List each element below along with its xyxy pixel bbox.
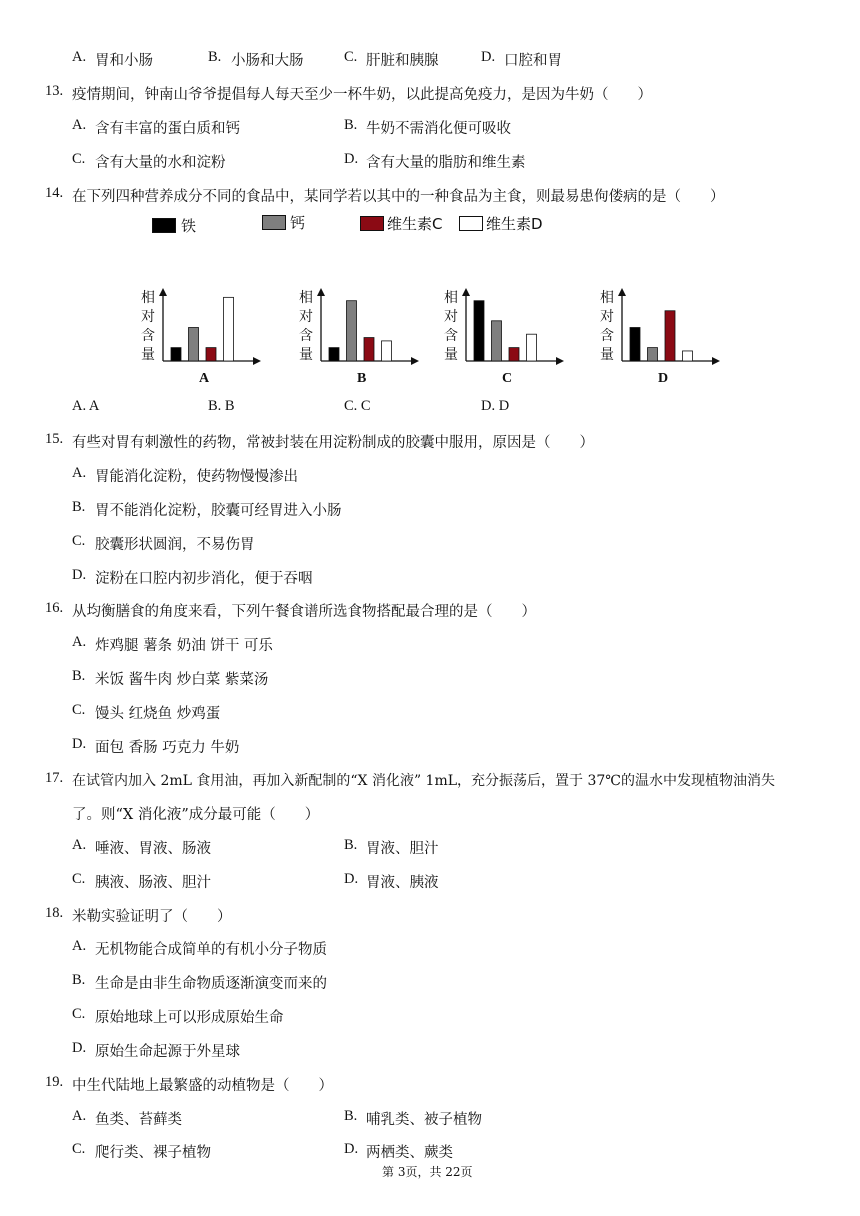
legend-label-iron: 铁 — [181, 217, 197, 235]
q18-option-a-label: A. — [72, 938, 87, 954]
q13-option-c-text: 含有大量的水和淀粉 — [95, 155, 226, 171]
q19-option-b-text: 哺乳类、被子植物 — [366, 1112, 482, 1128]
q15-option-a-text: 胃能消化淀粉，使药物慢慢渗出 — [95, 469, 298, 485]
q12-option-c-label: C. — [344, 49, 358, 65]
q13-number: 13. — [45, 83, 64, 99]
q15-option-d-text: 淀粉在口腔内初步消化，便于吞咽 — [95, 571, 313, 587]
x-axis-arrow — [712, 357, 720, 365]
bar-a-4 — [224, 297, 234, 361]
y-axis-label-char: 含 — [444, 328, 458, 344]
q15-option-b-label: B. — [72, 499, 86, 515]
q19-option-c-label: C. — [72, 1141, 86, 1157]
q15-stem: 有些对胃有刺激性的药物，常被封装在用淀粉制成的胶囊中服用，原因是（ ） — [72, 435, 594, 451]
q12-option-b-text: 小肠和大肠 — [231, 53, 304, 69]
bar-a-3 — [206, 348, 216, 361]
q13-option-a-text: 含有丰富的蛋白质和钙 — [95, 121, 240, 137]
q12-option-b-label: B. — [208, 49, 222, 65]
y-axis-arrow — [159, 288, 167, 296]
legend-swatch-iron — [152, 218, 176, 233]
y-axis-label-char: 对 — [600, 309, 614, 325]
q16-number: 16. — [45, 600, 64, 616]
legend-label-vitamin-d: 维生素D — [486, 215, 543, 233]
q13-option-a-label: A. — [72, 117, 87, 133]
bar-c-3 — [509, 348, 519, 361]
q15-option-c-label: C. — [72, 533, 86, 549]
q15-option-d-label: D. — [72, 567, 87, 583]
q17-stem-line1: 在试管内加入 2mL 食用油，再加入新配制的“X 消化液” 1mL，充分振荡后，置于 37℃的温水中发现植物油消失 — [72, 773, 775, 789]
chart-c — [440, 286, 570, 386]
q12-option-a-label: A. — [72, 49, 87, 65]
q17-option-d-text: 胃液、胰液 — [366, 875, 439, 891]
q18-option-c-label: C. — [72, 1006, 86, 1022]
q17-option-b-label: B. — [344, 837, 358, 853]
q16-option-c-label: C. — [72, 702, 86, 718]
y-axis-arrow — [462, 288, 470, 296]
y-axis-label-char: 相 — [141, 290, 155, 306]
q17-option-b-text: 胃液、胆汁 — [366, 841, 439, 857]
y-axis-label-char: 对 — [299, 309, 313, 325]
chart-a — [137, 286, 267, 386]
q15-option-a-label: A. — [72, 465, 87, 481]
q18-option-d-label: D. — [72, 1040, 87, 1056]
q17-option-c-text: 胰液、肠液、胆汁 — [95, 875, 211, 891]
y-axis-label-char: 含 — [600, 328, 614, 344]
q17-option-a-text: 唾液、胃液、肠液 — [95, 841, 211, 857]
q19-option-a-label: A. — [72, 1108, 87, 1124]
x-axis-arrow — [556, 357, 564, 365]
q14-stem: 在下列四种营养成分不同的食品中，某同学若以其中的一种食品为主食，则最易患佝偻病的是（ ） — [72, 189, 725, 205]
q17-number: 17. — [45, 770, 64, 786]
q19-number: 19. — [45, 1074, 64, 1090]
q16-option-c-text: 馒头 红烧鱼 炒鸡蛋 — [95, 706, 221, 722]
q16-option-b-label: B. — [72, 668, 86, 684]
y-axis-label-char: 相 — [444, 290, 458, 306]
legend-label-calcium: 钙 — [290, 214, 306, 232]
legend-label-vitamin-c: 维生素C — [387, 215, 443, 233]
q12-option-d-label: D. — [481, 49, 496, 65]
bar-b-3 — [364, 338, 374, 361]
bar-a-2 — [189, 328, 199, 362]
q14-option-c: C. C — [344, 398, 371, 414]
bar-d-4 — [683, 351, 693, 361]
q13-option-b-text: 牛奶不需消化便可吸收 — [366, 121, 511, 137]
chart-caption: D — [658, 371, 669, 386]
q18-option-b-text: 生命是由非生命物质逐渐演变而来的 — [95, 976, 327, 992]
q13-option-b-label: B. — [344, 117, 358, 133]
q17-stem-line2: 了。则“X 消化液”成分最可能（ ） — [72, 807, 320, 823]
bar-c-1 — [474, 301, 484, 361]
x-axis-arrow — [253, 357, 261, 365]
q13-option-d-label: D. — [344, 151, 359, 167]
y-axis-label-char: 对 — [444, 309, 458, 325]
x-axis-arrow — [411, 357, 419, 365]
q19-option-d-text: 两栖类、蕨类 — [366, 1145, 453, 1161]
legend-swatch-vitamin-c — [360, 216, 384, 231]
q16-option-d-text: 面包 香肠 巧克力 牛奶 — [95, 740, 240, 756]
q12-option-a-text: 胃和小肠 — [95, 53, 153, 69]
q19-option-b-label: B. — [344, 1108, 358, 1124]
q16-option-a-text: 炸鸡腿 薯条 奶油 饼干 可乐 — [95, 638, 273, 654]
q19-option-c-text: 爬行类、裸子植物 — [95, 1145, 211, 1161]
y-axis-label-char: 含 — [141, 328, 155, 344]
q12-option-d-text: 口腔和胃 — [504, 53, 562, 69]
chart-d — [596, 286, 726, 386]
q18-option-b-label: B. — [72, 972, 86, 988]
q15-number: 15. — [45, 431, 64, 447]
q18-stem: 米勒实验证明了（ ） — [72, 909, 232, 925]
q17-option-c-label: C. — [72, 871, 86, 887]
bar-d-3 — [665, 311, 675, 361]
legend-swatch-vitamin-d — [459, 216, 483, 231]
page-footer: 第 3页，共 22页 — [382, 1165, 473, 1179]
q18-option-a-text: 无机物能合成简单的有机小分子物质 — [95, 942, 327, 958]
q16-option-a-label: A. — [72, 634, 87, 650]
y-axis-arrow — [317, 288, 325, 296]
q17-option-a-label: A. — [72, 837, 87, 853]
q13-option-c-label: C. — [72, 151, 86, 167]
bar-c-4 — [527, 334, 537, 361]
y-axis-label-char: 对 — [141, 309, 155, 325]
y-axis-arrow — [618, 288, 626, 296]
q14-option-d: D. D — [481, 398, 510, 414]
y-axis-label-char: 含 — [299, 328, 313, 344]
q13-stem: 疫情期间，钟南山爷爷提倡每人每天至少一杯牛奶，以此提高免疫力，是因为牛奶（ ） — [72, 87, 652, 103]
q16-stem: 从均衡膳食的角度来看，下列午餐食谱所选食物搭配最合理的是（ ） — [72, 604, 536, 620]
q14-number: 14. — [45, 185, 64, 201]
q16-option-b-text: 米饭 酱牛肉 炒白菜 紫菜汤 — [95, 672, 269, 688]
q16-option-d-label: D. — [72, 736, 87, 752]
bar-d-1 — [630, 328, 640, 362]
bar-b-4 — [382, 341, 392, 361]
q14-option-b: B. B — [208, 398, 235, 414]
q19-stem: 中生代陆地上最繁盛的动植物是（ ） — [72, 1078, 333, 1094]
q18-option-d-text: 原始生命起源于外星球 — [95, 1044, 240, 1060]
y-axis-label-char: 相 — [299, 290, 313, 306]
y-axis-label-char: 量 — [600, 347, 614, 363]
q19-option-d-label: D. — [344, 1141, 359, 1157]
bar-c-2 — [492, 321, 502, 361]
q13-option-d-text: 含有大量的脂肪和维生素 — [366, 155, 526, 171]
chart-caption: A — [199, 371, 210, 386]
bar-b-1 — [329, 348, 339, 361]
bar-d-2 — [648, 348, 658, 361]
bar-b-2 — [347, 301, 357, 361]
y-axis-label-char: 量 — [299, 347, 313, 363]
q14-option-a: A. A — [72, 398, 100, 414]
q18-option-c-text: 原始地球上可以形成原始生命 — [95, 1010, 284, 1026]
y-axis-label-char: 相 — [600, 290, 614, 306]
y-axis-label-char: 量 — [141, 347, 155, 363]
chart-b — [295, 286, 425, 386]
y-axis-label-char: 量 — [444, 347, 458, 363]
q15-option-c-text: 胶囊形状圆润，不易伤胃 — [95, 537, 255, 553]
q17-option-d-label: D. — [344, 871, 359, 887]
q19-option-a-text: 鱼类、苔藓类 — [95, 1112, 182, 1128]
q12-option-c-text: 肝脏和胰腺 — [366, 53, 439, 69]
legend-swatch-calcium — [262, 215, 286, 230]
chart-caption: B — [357, 371, 367, 386]
chart-caption: C — [502, 371, 513, 386]
bar-a-1 — [171, 348, 181, 361]
q18-number: 18. — [45, 905, 64, 921]
q15-option-b-text: 胃不能消化淀粉，胶囊可经胃进入小肠 — [95, 503, 342, 519]
